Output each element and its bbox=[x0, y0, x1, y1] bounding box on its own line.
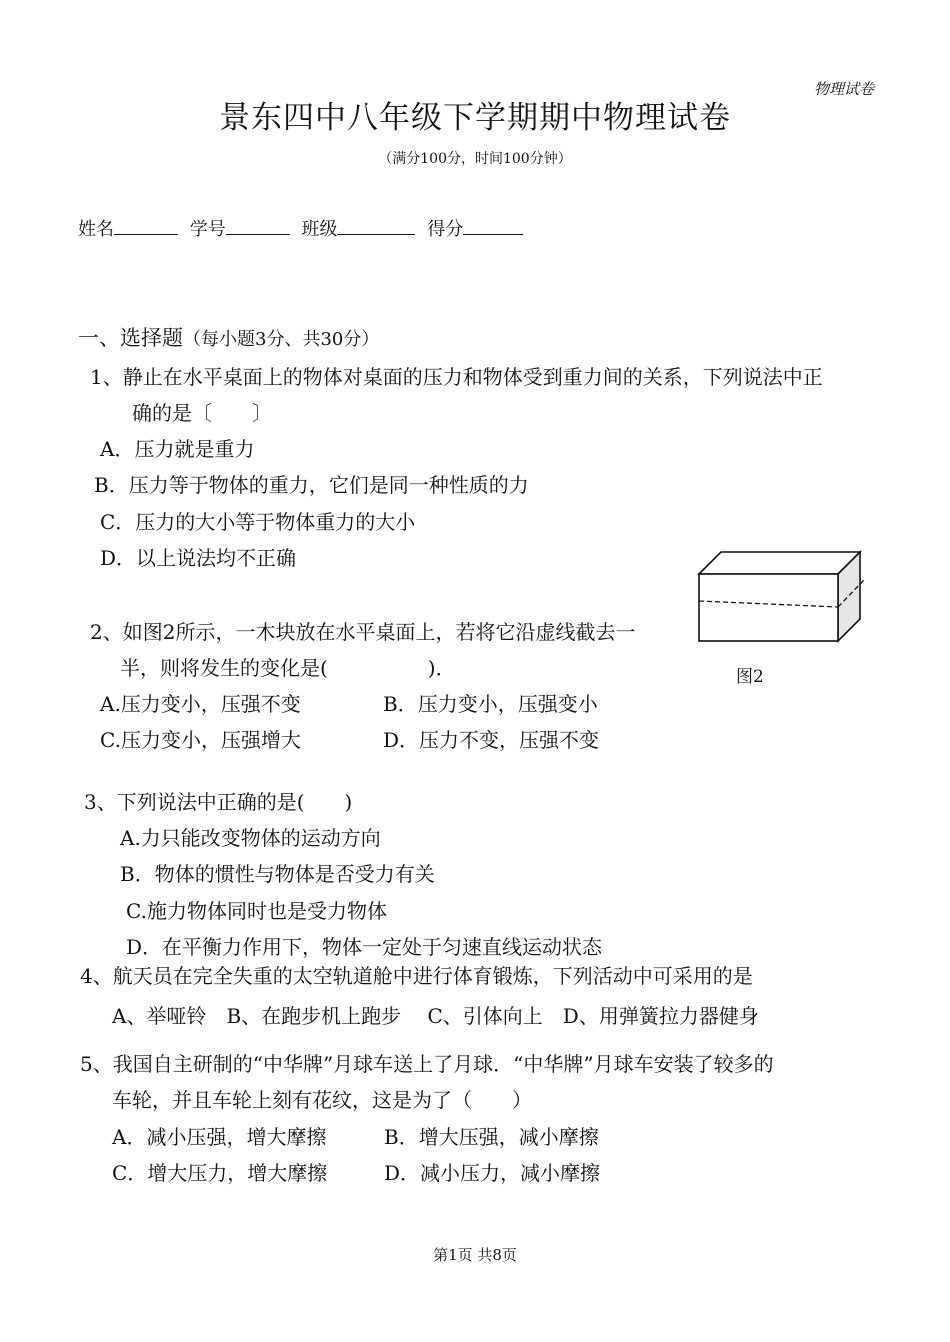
name-blank[interactable] bbox=[114, 218, 178, 235]
q5-option-b: B．增大压强，减小摩擦 bbox=[384, 1125, 599, 1149]
q5-option-a: A．减小压强，增大摩擦 bbox=[112, 1125, 327, 1149]
q1-option-a: A．压力就是重力 bbox=[100, 437, 255, 461]
score-label: 得分 bbox=[427, 219, 464, 240]
q2-stem-line2: 半，则将发生的变化是( )． bbox=[120, 656, 456, 680]
q3-option-d: D．在平衡力作用下，物体一定处于匀速直线运动状态 bbox=[126, 935, 603, 959]
id-label: 学号 bbox=[189, 219, 226, 240]
page-footer: 第1页 共8页 bbox=[433, 1246, 517, 1264]
q5-stem-line1: 5、我国自主研制的“中华牌”月球车送上了月球．“中华牌”月球车安装了较多的 bbox=[80, 1052, 774, 1076]
class-label: 班级 bbox=[301, 219, 338, 240]
class-blank[interactable] bbox=[337, 218, 415, 235]
section-note: （每小题3分、共30分） bbox=[183, 329, 380, 350]
figure-2-block bbox=[696, 548, 868, 648]
q1-option-d: D．以上说法均不正确 bbox=[100, 546, 297, 570]
q1-option-b: B．压力等于物体的重力，它们是同一种性质的力 bbox=[94, 473, 529, 497]
q3-option-c: C.施力物体同时也是受力物体 bbox=[126, 899, 387, 923]
q4-options: A、举哑铃 B、在跑步机上跑步 C、引体向上 D、用弹簧拉力器健身 bbox=[112, 1004, 759, 1028]
q4-stem: 4、航天员在完全失重的太空轨道舱中进行体育锻炼，下列活动中可采用的是 bbox=[80, 964, 753, 988]
name-label: 姓名 bbox=[78, 219, 114, 240]
q5-option-d: D．减小压力，减小摩擦 bbox=[384, 1161, 601, 1185]
q3-stem: 3、下列说法中正确的是( ) bbox=[84, 790, 353, 814]
id-blank[interactable] bbox=[226, 218, 290, 235]
q5-stem-line2: 车轮，并且车轮上刻有花纹，这是为了（ ） bbox=[112, 1088, 532, 1112]
q2-option-c: C.压力变小，压强增大 bbox=[100, 728, 301, 752]
figure-2-caption: 图2 bbox=[736, 667, 764, 687]
header-tag: 物理试卷 bbox=[813, 80, 874, 98]
q1-option-c: C．压力的大小等于物体重力的大小 bbox=[100, 510, 416, 534]
q1-stem-line1: 1、静止在水平桌面上的物体对桌面的压力和物体受到重力间的关系，下列说法中正 bbox=[90, 365, 823, 389]
page-title: 景东四中八年级下学期期中物理试卷 bbox=[219, 100, 731, 136]
q2-stem-line1: 2、如图2所示，一木块放在水平桌面上，若将它沿虚线截去一 bbox=[90, 620, 636, 644]
q2-option-b: B．压力变小，压强变小 bbox=[383, 692, 598, 716]
q3-option-a: A.力只能改变物体的运动方向 bbox=[120, 826, 381, 850]
page-subtitle: （满分100分，时间100分钟） bbox=[378, 151, 572, 167]
section-title: 一、选择题 bbox=[78, 326, 183, 350]
section-heading bbox=[78, 322, 379, 352]
q5-option-c: C．增大压力，增大摩擦 bbox=[112, 1161, 328, 1185]
score-blank[interactable] bbox=[463, 218, 523, 235]
q2-option-d: D．压力不变，压强不变 bbox=[383, 728, 600, 752]
q3-option-b: B．物体的惯性与物体是否受力有关 bbox=[120, 862, 435, 886]
q2-option-a: A.压力变小，压强不变 bbox=[100, 692, 301, 716]
q1-stem-line2: 确的是〔 〕 bbox=[132, 401, 272, 425]
student-info-line bbox=[78, 215, 529, 241]
